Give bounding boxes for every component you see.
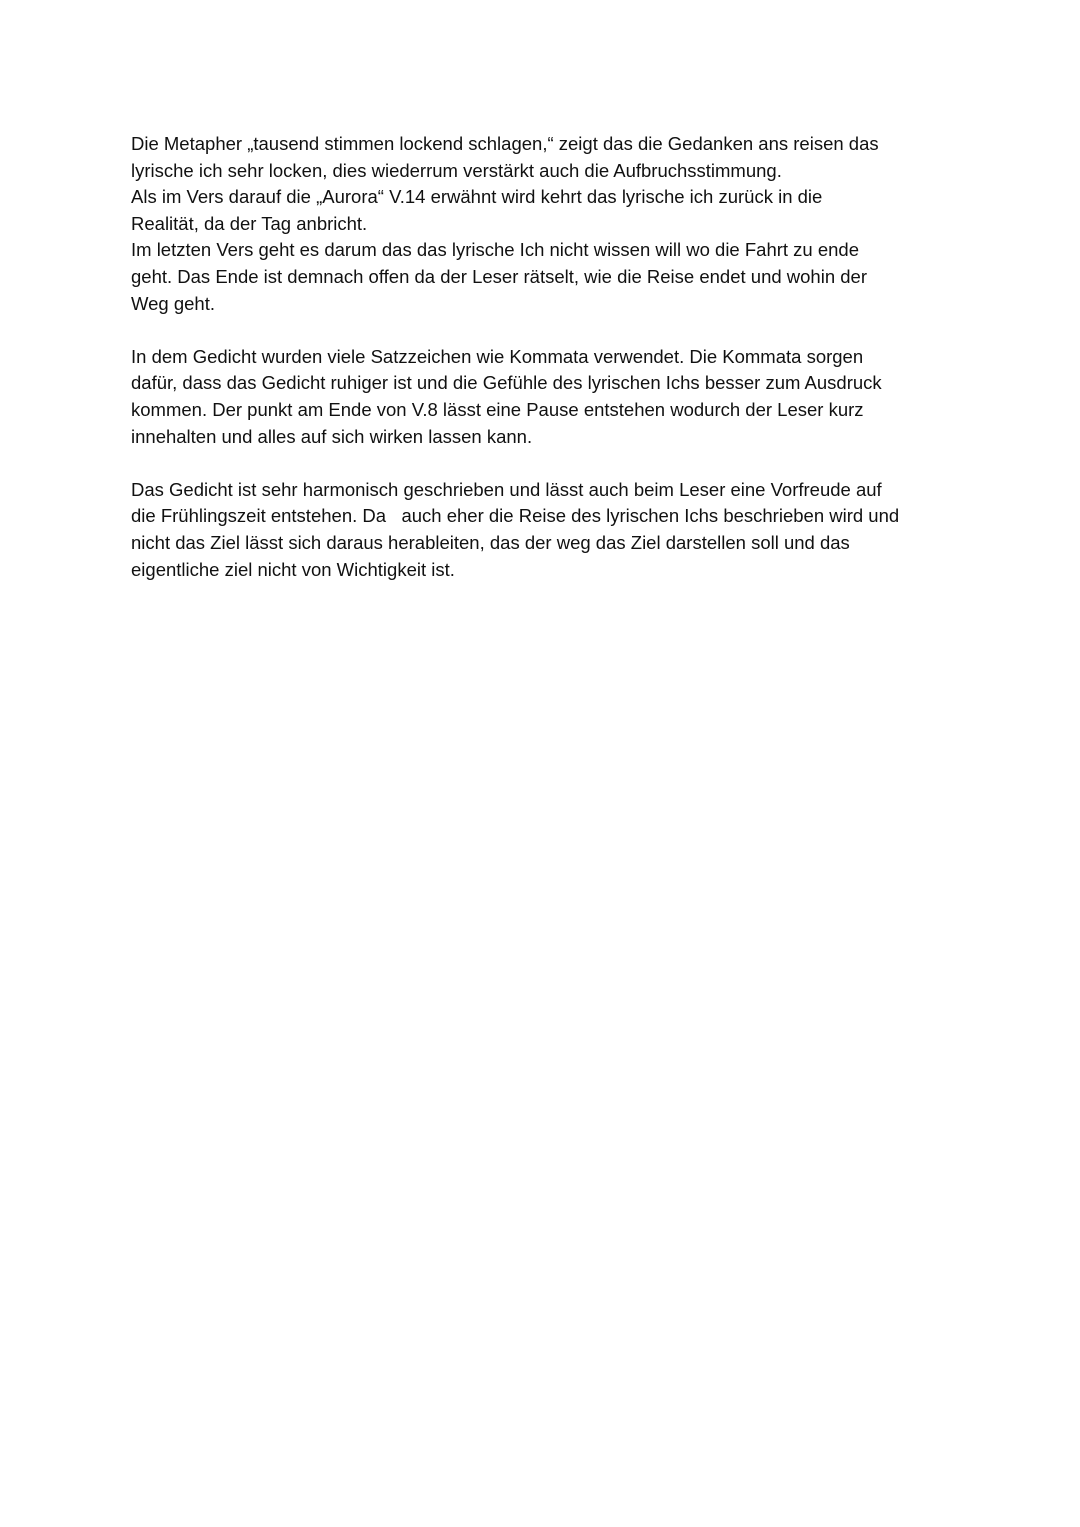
paragraph-punctuation-analysis <box>131 344 961 450</box>
text-line: innehalten und alles auf sich wirken lassen kann. <box>131 425 533 447</box>
text-line: eigentliche ziel nicht von Wichtigkeit ist. <box>131 558 455 580</box>
text-line: kommen. Der punkt am Ende von V.8 lässt eine Pause entstehen wodurch der Leser kurz <box>131 398 864 420</box>
paragraph-metaphor-analysis <box>131 131 961 317</box>
text-line: dafür, dass das Gedicht ruhiger ist und die Gefühle des lyrischen Ichs besser zum Ausdruck <box>131 372 882 394</box>
text-line: Realität, da der Tag anbricht. <box>131 212 368 234</box>
text-line: geht. Das Ende ist demnach offen da der Leser rätselt, wie die Reise endet und wohin der <box>131 265 867 287</box>
text-line: nicht das Ziel lässt sich daraus herableiten, das der weg das Ziel darstellen soll und das <box>131 531 850 553</box>
text-line: die Frühlingszeit entstehen. Da auch eher die Reise des lyrischen Ichs beschrieben wird und <box>131 505 900 527</box>
document-body <box>131 131 961 610</box>
text-line: Das Gedicht ist sehr harmonisch geschrieben und lässt auch beim Leser eine Vorfreude auf <box>131 478 882 500</box>
text-line: Als im Vers darauf die „Aurora“ V.14 erwähnt wird kehrt das lyrische ich zurück in die <box>131 186 823 208</box>
text-line: lyrische ich sehr locken, dies wiederrum verstärkt auch die Aufbruchsstimmung. <box>131 159 782 181</box>
text-line: Im letzten Vers geht es darum das das lyrische Ich nicht wissen will wo die Fahrt zu ende <box>131 239 860 261</box>
text-line: Die Metapher „tausend stimmen lockend schlagen,“ zeigt das die Gedanken ans reisen das <box>131 133 879 154</box>
text-line: Weg geht. <box>131 292 215 314</box>
paragraph-conclusion <box>131 477 961 583</box>
text-line: In dem Gedicht wurden viele Satzzeichen wie Kommata verwendet. Die Kommata sorgen <box>131 345 864 367</box>
